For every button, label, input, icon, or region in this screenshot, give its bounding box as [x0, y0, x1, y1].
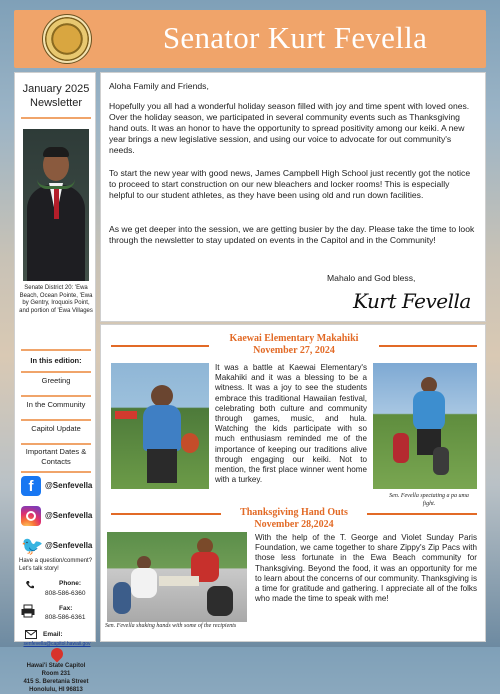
article-date: November 28,2024	[254, 519, 334, 530]
fax-number: 808-586-6361	[45, 614, 86, 621]
facebook-icon: f	[21, 476, 41, 496]
instagram-handle: @Senfevella	[45, 511, 93, 520]
divider	[21, 371, 91, 373]
facebook-link[interactable]	[21, 475, 95, 499]
article-title: Thanksgiving Hand Outs	[240, 507, 348, 518]
email-label: Email:	[43, 631, 63, 638]
twitter-icon: 🐦	[21, 536, 44, 556]
newsletter-header	[14, 10, 486, 68]
divider	[379, 345, 477, 347]
toc-item-community[interactable]: In the Community	[26, 400, 86, 409]
greeting-letter	[100, 72, 486, 322]
address-line-1: Hawai'i State Capitol	[26, 663, 86, 669]
location-pin-icon	[49, 646, 66, 663]
article-title: Kaewai Elementary Makahiki	[229, 333, 359, 344]
facebook-handle: @Senfevella	[45, 481, 93, 490]
divider	[111, 513, 221, 515]
signature: Kurt Fevella	[353, 289, 471, 313]
address-line-4: Honolulu, HI 96813	[29, 687, 83, 693]
divider	[21, 419, 91, 421]
divider	[21, 395, 91, 397]
letter-salutation: Aloha Family and Friends,	[109, 81, 209, 91]
newsletter-title: Senator Kurt Fevella	[162, 20, 428, 55]
community-section	[100, 324, 486, 642]
letter-closing: Mahalo and God bless,	[327, 273, 416, 283]
state-seal-icon	[42, 14, 92, 64]
issue-label: Newsletter	[30, 97, 82, 109]
senator-portrait	[23, 129, 89, 281]
divider	[111, 345, 209, 347]
toc-item-greeting[interactable]: Greeting	[41, 376, 71, 385]
letter-paragraph: Hopefully you all had a wonderful holiday season filled with joy and time spent with loved ones. Over the holiday season, we participated in several community events such as Thanksgiving hand outs. It was an honor to have the opportunity to spread positivity among our keiki. A new year brings a new legislative session, and using our voice to advocate for out community's needs.	[109, 101, 470, 155]
photo-caption: Sen. Fevella shaking hands with some of the recipients	[105, 623, 237, 629]
address-line-3: 415 S. Beretania Street	[23, 679, 89, 685]
instagram-link[interactable]	[21, 505, 95, 529]
letter-paragraph: To start the new year with good news, James Campbell High School just recently got the notice to proceed to start construction on our new bleachers and locker rooms! This is especially helpful to our student athletes, as they have been using old and run down facilities.	[109, 168, 471, 200]
article-body: It was a battle at Kaewai Elementary's Makahiki and it was a blessing to be a witness. It was a joy to see the students embrace this traditional Hawaiian festival, celebrating both culture and community through games, music, and hula. Watching the kids participate with so much enthusiasm reminded me of the importance of keeping our traditions alive through engaging our keiki. Not to mention, the first place winner went home with a turkey.	[215, 363, 367, 485]
address-line-2: Room 231	[41, 671, 71, 677]
phone-label: Phone:	[59, 580, 82, 587]
sidebar	[14, 72, 96, 693]
pa-uma-photo	[373, 363, 477, 489]
divider	[21, 117, 91, 119]
edition-title: In this edition:	[30, 356, 82, 365]
fax-icon	[21, 605, 35, 617]
makahiki-photo	[111, 363, 209, 489]
twitter-link[interactable]	[21, 535, 95, 559]
article-date: November 27, 2024	[253, 345, 335, 356]
phone-icon	[25, 580, 35, 590]
email-icon	[25, 630, 37, 639]
article-body: With the help of the T. George and Violet Sunday Paris Foundation, we came together to share Zippy's Zip Pacs with those less fortunate in the Ewa Beach community for Thanksgiving. Beyond the food, it was an opportunity for me to learn about the concerns of our community. Thanksgiving is a time for gratitude and gathering. I appreciate all of the folks who made the time to speak with me!	[255, 533, 477, 604]
issue-date: January 2025	[22, 83, 90, 95]
toc-item-dates-contacts[interactable]: Important Dates & Contacts	[25, 447, 87, 466]
divider	[21, 471, 91, 473]
divider	[367, 513, 477, 515]
fax-label: Fax:	[59, 605, 73, 612]
divider	[21, 443, 91, 445]
thanksgiving-photo	[107, 532, 247, 622]
contact-prompt: Have a question/comment? Let's talk story!	[19, 558, 93, 572]
letter-paragraph: As we get deeper into the session, we are getting busier by the day. Please take the time to look through the newsletter to stay updated on events in the Capitol and in the Community!	[109, 224, 475, 245]
divider	[21, 349, 91, 351]
email-link[interactable]: senfevella@capitol.hawaii.gov	[23, 641, 91, 647]
district-description: Senate District 20: 'Ewa Beach, Ocean Pointe, 'Ewa by Gentry, Iroquois Point, and portion of 'Ewa Villages	[19, 285, 93, 314]
phone-number[interactable]: 808-586-6360	[45, 590, 86, 597]
toc-item-capitol-update[interactable]: Capitol Update	[31, 424, 81, 433]
photo-caption: Sen. Fevella spectating a pa uma fight.	[389, 493, 469, 507]
instagram-icon	[21, 506, 41, 526]
twitter-handle: @Senfevella	[45, 541, 93, 550]
